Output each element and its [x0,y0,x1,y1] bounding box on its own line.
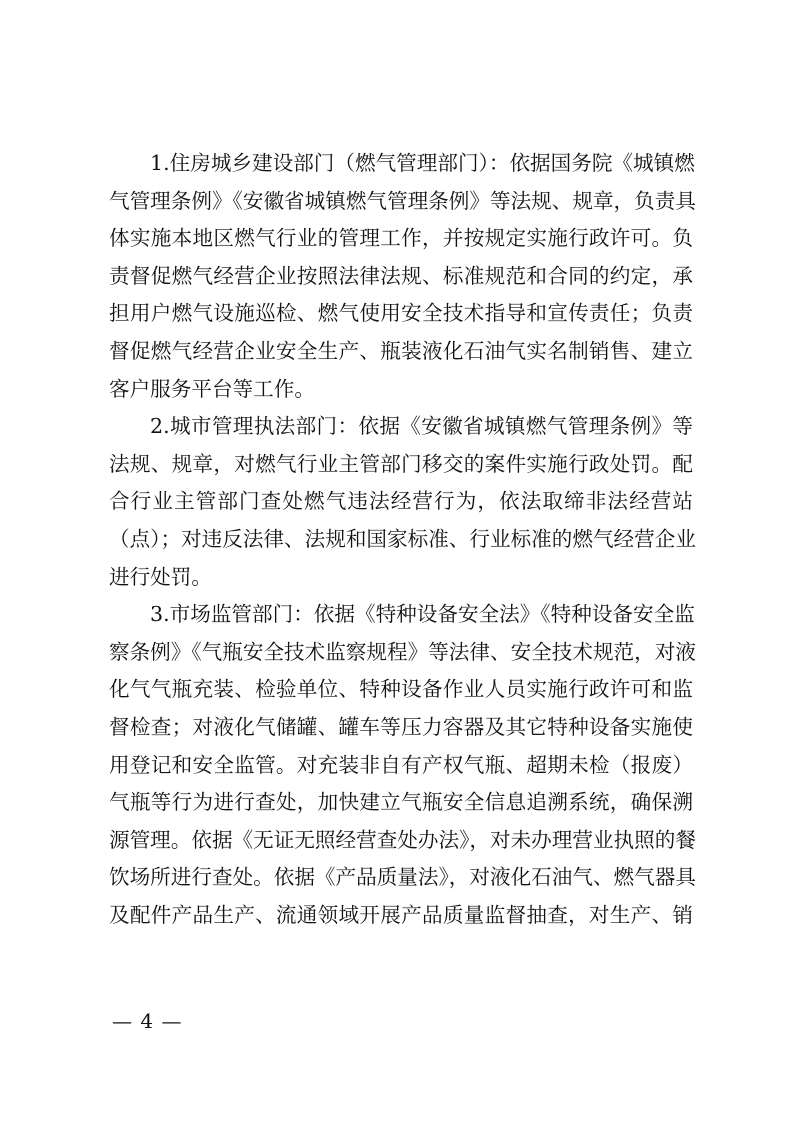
paragraph-line: 用登记和安全监管。对充装非自有产权气瓶、超期未检（报废） [109,752,693,777]
paragraph-line: 饮场所进行查处。依据《产品质量法》，对液化石油气、燃气器具 [109,865,696,890]
paragraph-line: 及配件产品生产、流通领域开展产品质量监督抽查，对生产、销 [109,902,693,927]
page-number: — 4 — [112,1009,183,1033]
paragraph-market-supervision [109,596,696,934]
paragraph-line: 督促燃气经营企业安全生产、瓶装液化石油气实名制销售、建立 [109,338,693,363]
paragraph-line: 化气气瓶充装、检验单位、特种设备作业人员实施行政许可和监 [109,677,693,702]
paragraph-line: 2.城市管理执法部门：依据《安徽省城镇燃气管理条例》等 [150,414,693,439]
paragraph-line: 进行处罚。 [109,564,212,589]
paragraph-line: 法规、规章，对燃气行业主管部门移交的案件实施行政处罚。配 [109,451,693,476]
paragraph-housing-construction [109,145,696,408]
paragraph-line: 3.市场监管部门：依据《特种设备安全法》《特种设备安全监 [150,602,695,627]
paragraph-line: 督检查；对液化气储罐、罐车等压力容器及其它特种设备实施使 [109,714,693,739]
paragraph-line: 责督促燃气经营企业按照法律法规、标准规范和合同的约定，承 [109,263,693,288]
paragraph-line: 体实施本地区燃气行业的管理工作，并按规定实施行政许可。负 [109,226,693,251]
paragraph-line: 合行业主管部门查处燃气违法经营行为，依法取缔非法经营站 [109,489,693,514]
paragraph-line: 气瓶等行为进行查处，加快建立气瓶安全信息追溯系统，确保溯 [109,790,693,815]
paragraph-line: 源管理。依据《无证无照经营查处办法》，对未办理营业执照的餐 [109,827,696,852]
paragraph-urban-management [109,408,696,596]
paragraph-line: 气管理条例》《安徽省城镇燃气管理条例》等法规、规章，负责具 [109,188,696,213]
body-text [109,145,696,934]
paragraph-line: 1.住房城乡建设部门（燃气管理部门）：依据国务院《城镇燃 [150,151,695,175]
paragraph-line: 察条例》《气瓶安全技术监察规程》等法律、安全技术规范，对液 [109,639,696,664]
paragraph-line: 担用户燃气设施巡检、燃气使用安全技术指导和宣传责任；负责 [109,301,693,326]
paragraph-line: 客户服务平台等工作。 [109,376,315,401]
paragraph-line: （点）；对违反法律、法规和国家标准、行业标准的燃气经营企业 [109,526,696,551]
